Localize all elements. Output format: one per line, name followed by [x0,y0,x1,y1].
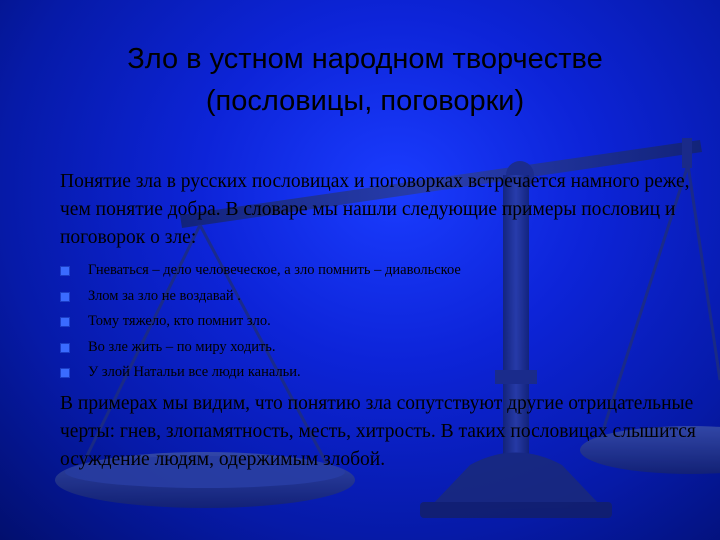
proverb-text: Тому тяжело, кто помнит зло. [88,313,271,329]
square-bullet-icon [60,317,70,327]
title-line-1: Зло в устном народном творчестве [127,43,603,75]
title-line-2: (пословицы, поговорки) [205,85,525,117]
square-bullet-icon [60,266,70,276]
slide-title [30,38,700,122]
square-bullet-icon [60,292,70,302]
list-item [60,284,680,310]
proverb-text: Гневаться – дело человеческое, а зло помнить – диавольское [88,262,461,278]
proverb-text: У злой Натальи все люди канальи. [88,364,301,380]
list-item [60,258,680,284]
conclusion-paragraph: В примерах мы видим, что понятию зла сопутствуют другие отрицательные черты: гнев, злопамятность, месть, хитрость. В таких пословицах слышится осуждение людям, одержимым злобой. [60,393,696,470]
list-item [60,335,680,361]
list-item [60,360,680,386]
intro-paragraph: Понятие зла в русских пословицах и поговорках встречается намного реже, чем понятие добра. В словаре мы нашли следующие примеры пословиц и поговорок о зле: [60,171,690,248]
proverb-text: Во зле жить – по миру ходить. [88,338,276,355]
list-item [60,309,680,335]
square-bullet-icon [60,343,70,353]
proverb-text: Злом за зло не воздавай . [88,287,241,304]
proverb-list [60,258,680,386]
square-bullet-icon [60,368,70,378]
